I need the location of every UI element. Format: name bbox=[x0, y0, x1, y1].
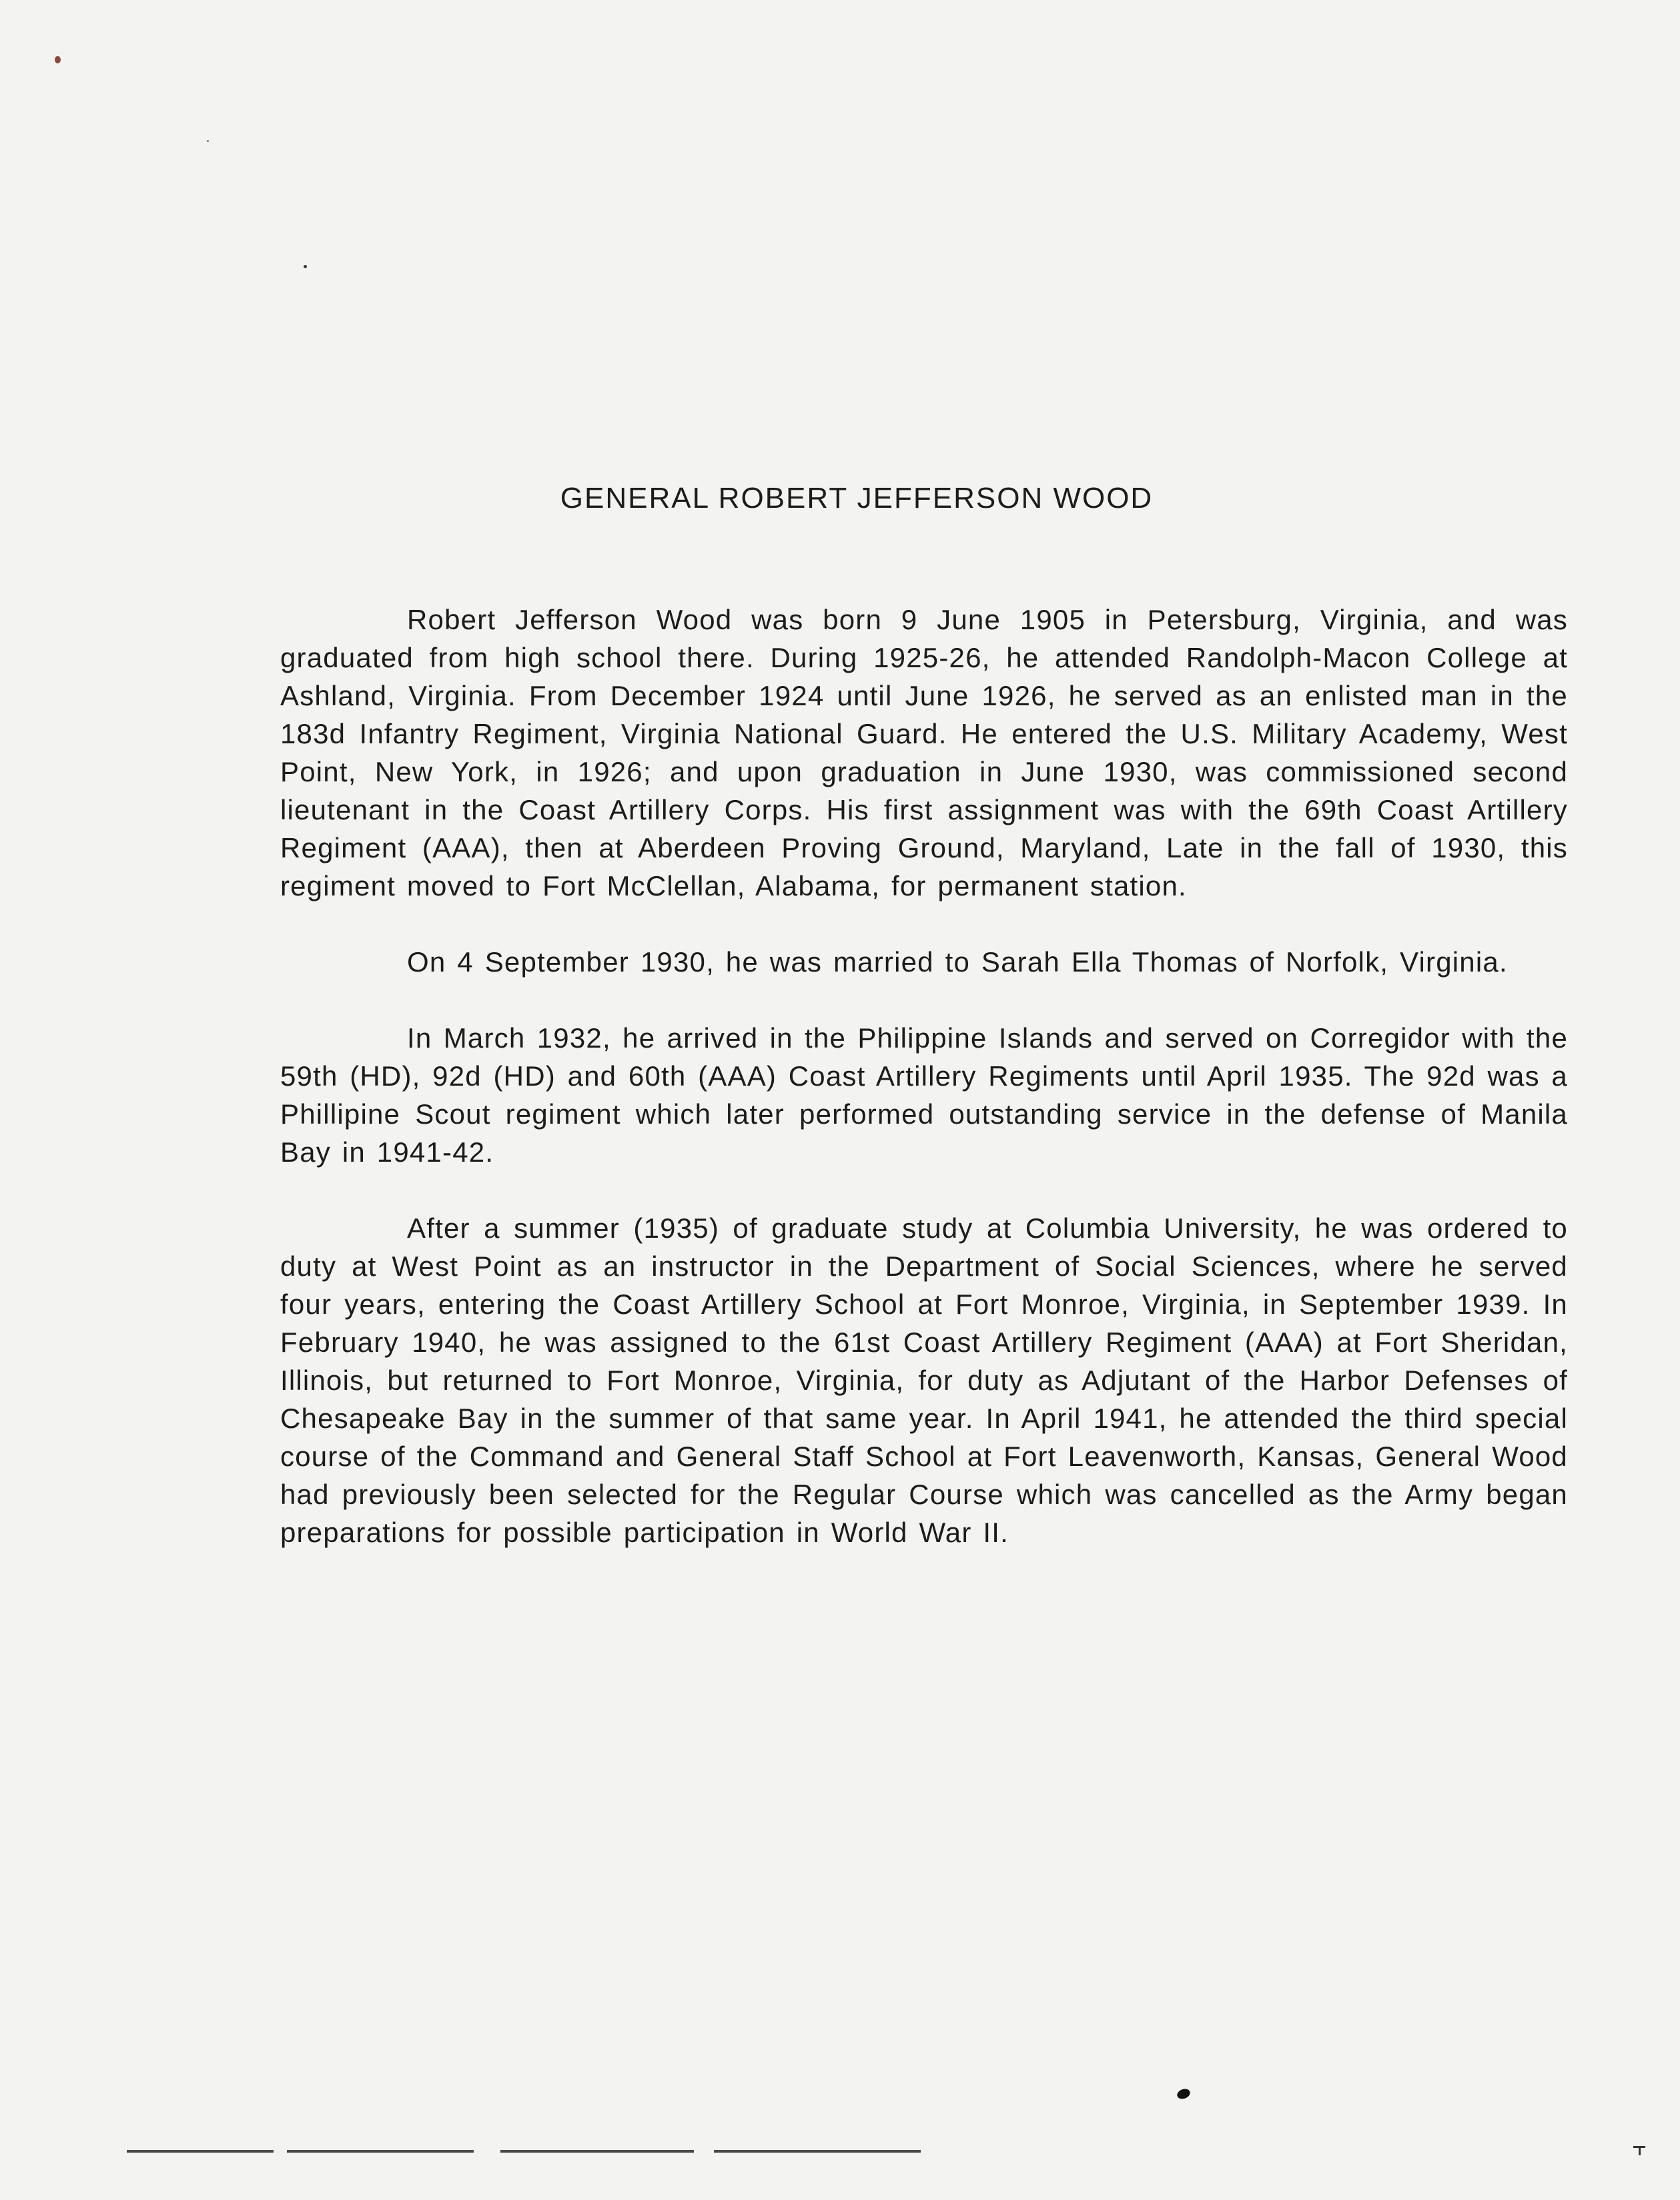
document-body bbox=[280, 601, 1568, 1589]
paragraph-philippines: In March 1932, he arrived in the Philippine Islands and served on Corregidor with the 59th (HD), 92d (HD) and 60th (AAA) Coast Artillery Regiments until April 1935. The 92d was a Phillipine Scout regiment which later performed outstanding service in the defense of Manila Bay in 1941-42. bbox=[280, 1022, 1568, 1168]
paper-speck bbox=[207, 140, 209, 142]
ink-blot bbox=[1176, 2087, 1192, 2101]
document-title: GENERAL ROBERT JEFFERSON WOOD bbox=[560, 482, 1154, 514]
paper-speck bbox=[55, 56, 61, 63]
corner-mark bbox=[1633, 2146, 1645, 2148]
paragraph-marriage: On 4 September 1930, he was married to Sarah Ella Thomas of Norfolk, Virginia. bbox=[407, 946, 1508, 978]
paragraph-west-point: After a summer (1935) of graduate study at Columbia University, he was ordered to duty at West Point as an instructor in the Department of Social Sciences, where he served four years, entering the Coast Artillery School at Fort Monroe, Virginia, in September 1939. In February 1940, he was assigned to the 61st Coast Artillery Regiment (AAA) at Fort Sheridan, Illinois, but returned to Fort Monroe, Virginia, for duty as Adjutant of the Harbor Defenses of Chesapeake Bay in the summer of that same year. In April 1941, he attended the third special course of the Command and General Staff School at Fort Leavenworth, Kansas, General Wood had previously been selected for the Regular Course which was cancelled as the Army began preparations for possible participation in World War II. bbox=[280, 1212, 1568, 1548]
paper-speck bbox=[304, 265, 307, 268]
bottom-dashed-line bbox=[127, 2150, 921, 2153]
paragraph-early-life: Robert Jefferson Wood was born 9 June 1905 in Petersburg, Virginia, and was graduated from high school there. During 1925-26, he attended Randolph-Macon College at Ashland, Virginia. From December 1924 until June 1926, he served as an enlisted man in the 183d Infantry Regiment, Virginia National Guard. He entered the U.S. Military Academy, West Point, New York, in 1926; and upon graduation in June 1930, was commissioned second lieutenant in the Coast Artillery Corps. His first assignment was with the 69th Coast Artillery Regiment (AAA), then at Aberdeen Proving Ground, Maryland, Late in the fall of 1930, this regiment moved to Fort McClellan, Alabama, for permanent station. bbox=[280, 604, 1568, 901]
